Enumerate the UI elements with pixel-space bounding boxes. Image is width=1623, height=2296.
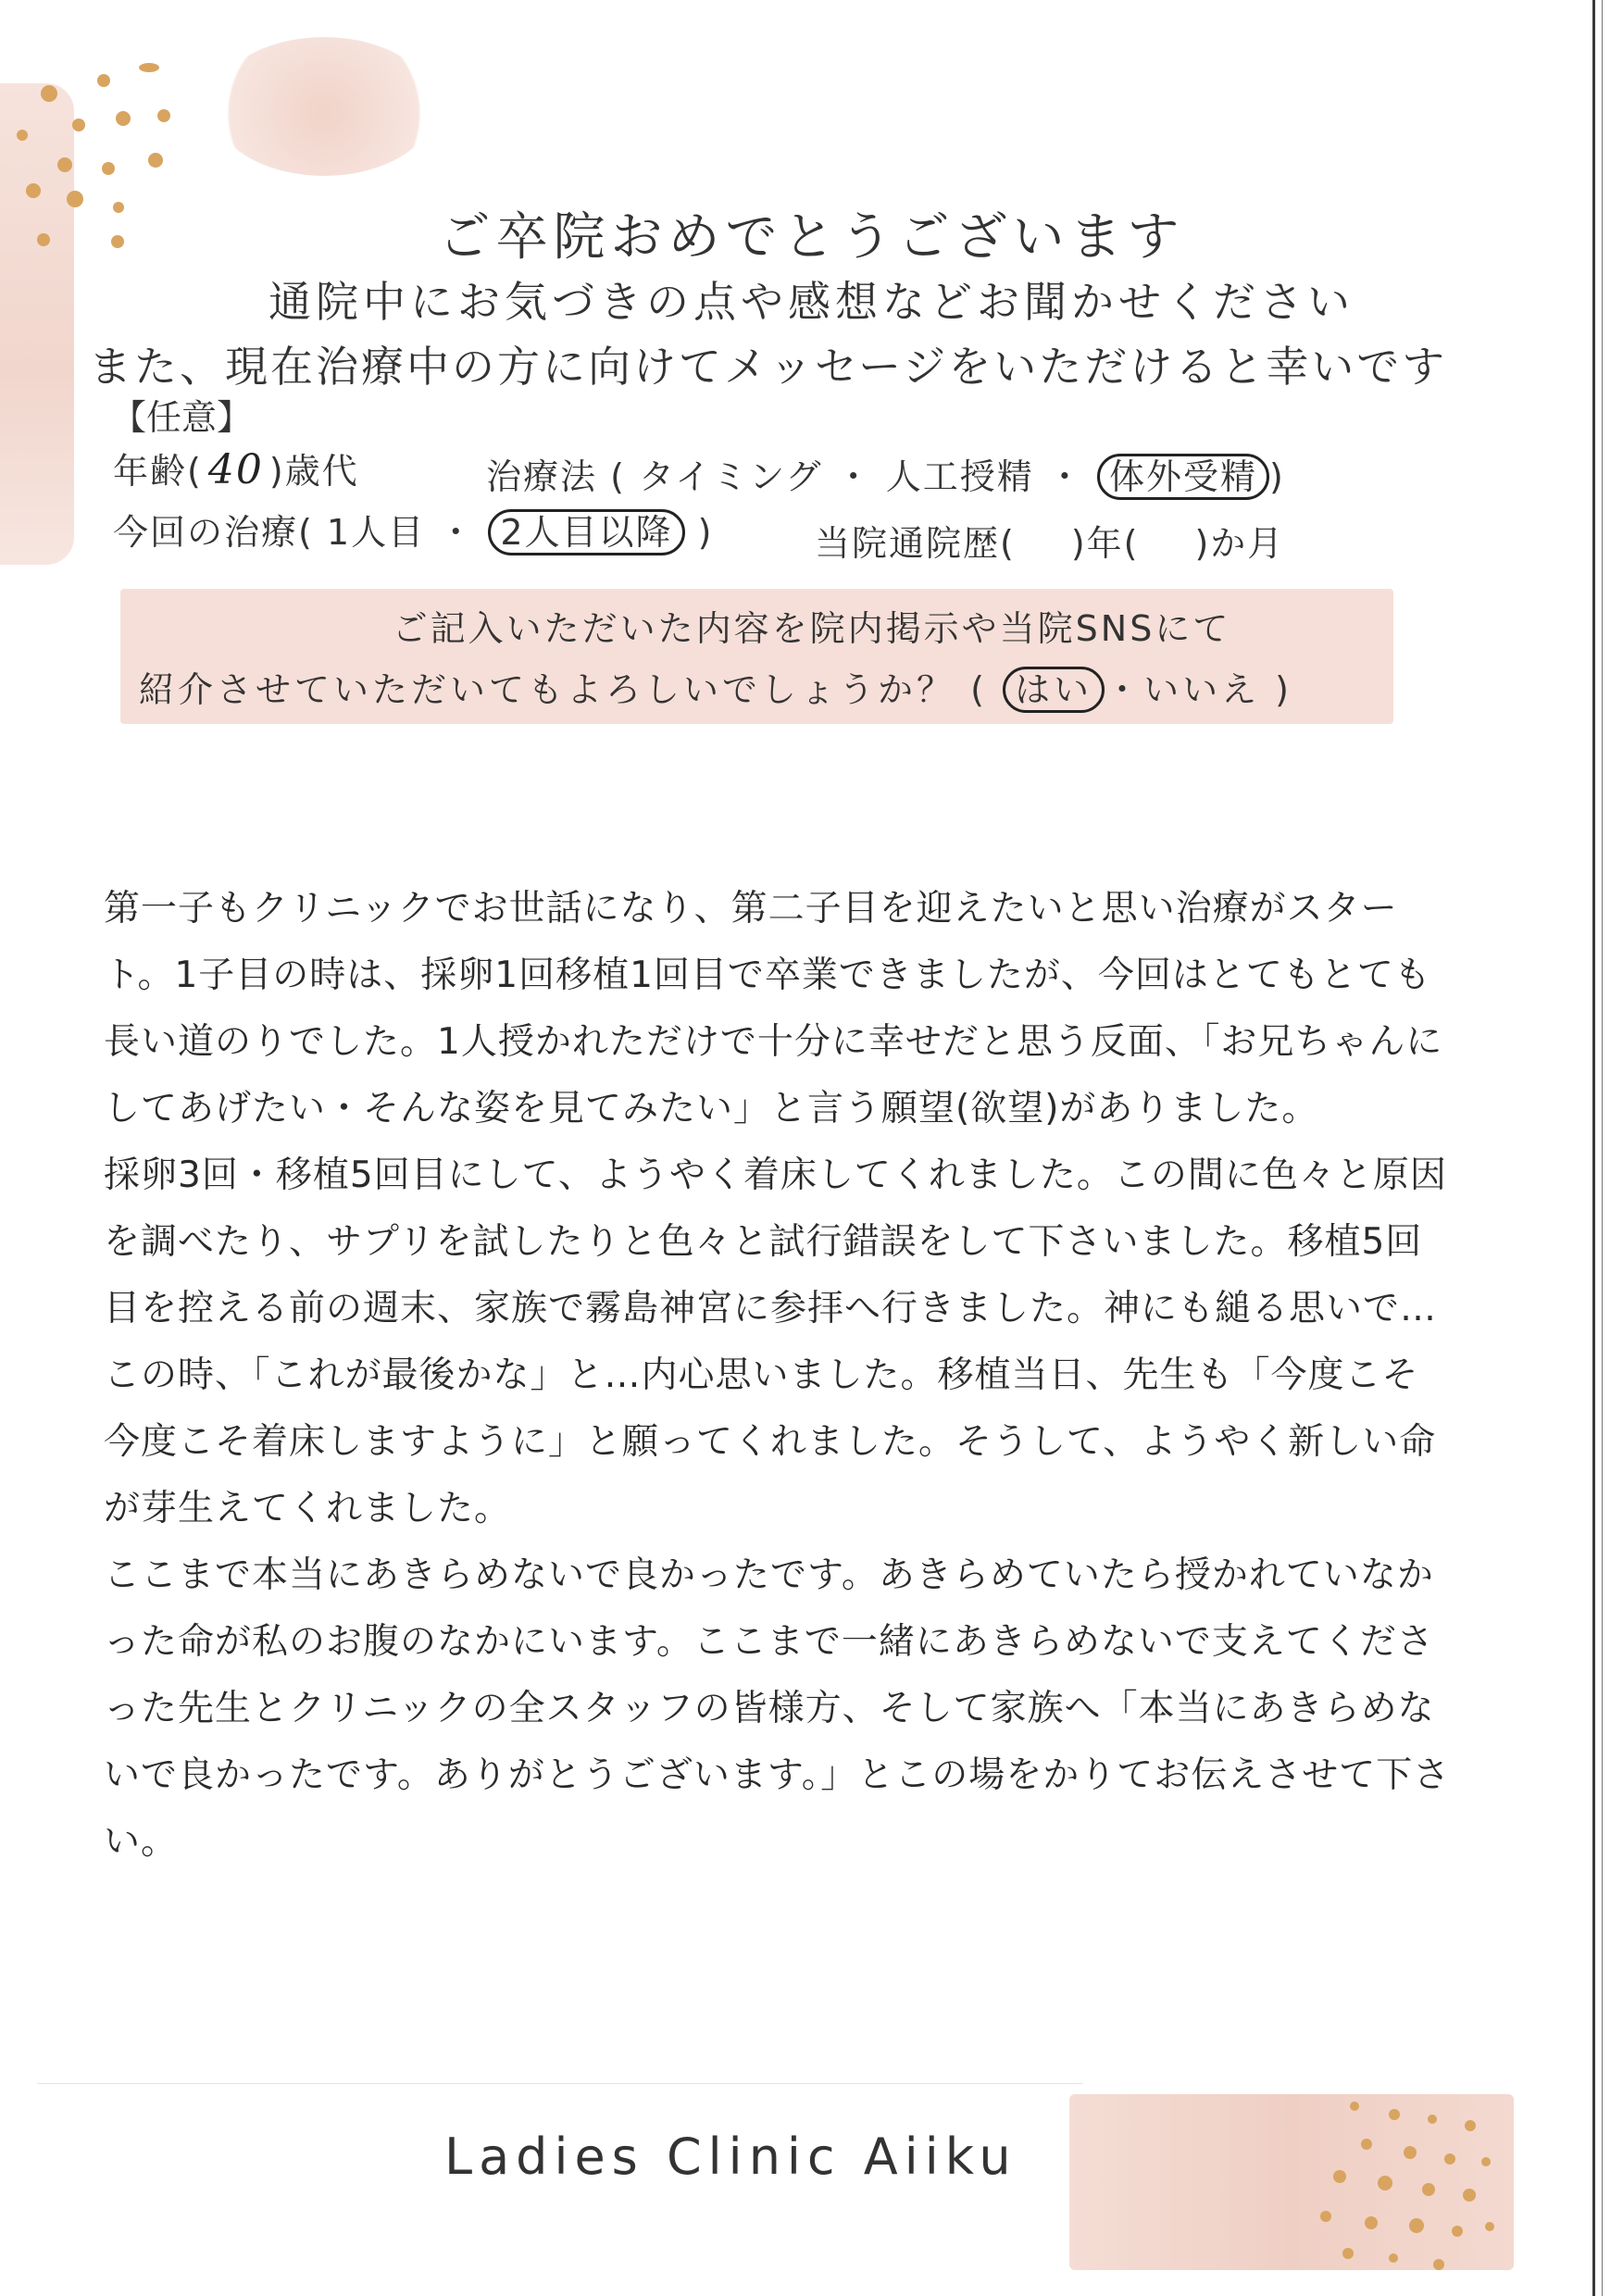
- subtitle-line-1: 通院中にお気づきの点や感想などお聞かせください: [268, 277, 1355, 327]
- age-suffix: )歳代: [268, 451, 359, 492]
- treatment-option-ivf-selected[interactable]: 体外受精: [1097, 454, 1269, 500]
- treatment-field: [486, 448, 1285, 499]
- clinic-history-field: [815, 515, 1284, 566]
- page-title: ご卒院おめでとうございます: [438, 207, 1185, 268]
- pink-wash-footer-decoration: [1069, 2094, 1514, 2270]
- scan-edge-line: [1602, 0, 1603, 2296]
- history-month-suffix: )か月: [1194, 523, 1285, 564]
- message-body: [104, 876, 1455, 1876]
- consent-question: 紹介させていただいてもよろしいでしょうか？: [139, 669, 956, 710]
- treatment-close-paren: ): [1268, 456, 1285, 497]
- current-option-first[interactable]: 1人目: [326, 512, 426, 553]
- current-treatment-field: [113, 504, 713, 555]
- scan-edge-line: [1592, 0, 1595, 2296]
- consent-open-paren: (: [970, 669, 988, 710]
- current-close-paren: ): [697, 512, 714, 553]
- treatment-separator: ・: [1046, 456, 1084, 497]
- pink-blob-decoration: [213, 37, 435, 176]
- current-option-second-selected[interactable]: 2人目以降: [488, 509, 684, 555]
- consent-line-1: ご記入いただいた内容を院内掲示や当院SNSにて: [392, 608, 1231, 649]
- clinic-name: Ladies Clinic Aiiku: [444, 2128, 1017, 2186]
- consent-yes-selected[interactable]: はい: [1003, 667, 1105, 713]
- treatment-option-artificial[interactable]: 人工授精: [885, 456, 1034, 497]
- message-paragraph: ここまで本当にあきらめないで良かったです。あきらめていたら授かれていなかった命が私のお腹のなかにいます。ここまで一緒にあきらめないで支えてくださった先生とクリニックの全スタッフの皆様方、そして家族へ「本当にあきらめないで良かったです。ありがとうございます。」とこの場をかりてお伝えさせて下さい。: [104, 1554, 1451, 1863]
- age-value[interactable]: 40: [207, 446, 264, 493]
- history-label: 当院通院歴(: [815, 523, 1016, 564]
- age-label: 年齢(: [113, 451, 203, 492]
- treatment-separator: ・: [835, 456, 873, 497]
- current-separator: ・: [438, 512, 476, 553]
- treatment-option-timing[interactable]: タイミング: [639, 456, 823, 497]
- age-field: [113, 443, 359, 493]
- message-paragraph: 採卵3回・移植5回目にして、ようやく着床してくれました。この間に色々と原因を調べたり、サプリを試したりと色々と試行錯誤をして下さいました。移植5回目を控える前の週末、家族で霧島神宮に参拝へ行きました。神にも縋る思いで…この時、「これが最後かな」と…内心思いました。移植当日、先生も「今度こそ今度こそ着床しますように」と願ってくれました。そうして、ようやく新しい命が芽生えてくれました。: [104, 1154, 1447, 1529]
- current-treatment-label: 今回の治療(: [113, 512, 314, 553]
- treatment-label: 治療法: [486, 456, 598, 497]
- history-year-suffix: )年(: [1070, 523, 1140, 564]
- message-paragraph: 第一子もクリニックでお世話になり、第二子目を迎えたいと思い治療がスタート。1子目の時は、採卵1回移植1回目で卒業できましたが、今回はとてもとても長い道のりでした。1人授かれただけで十分に幸せだと思う反面、「お兄ちゃんにしてあげたい・そんな姿を見てみたい」と言う願望(欲望)がありました。: [104, 888, 1443, 1129]
- subtitle-line-2: また、現在治療中の方に向けてメッセージをいただけると幸いです: [89, 342, 1448, 392]
- card-divider: [37, 2083, 1083, 2084]
- consent-close-paren: ): [1275, 669, 1292, 710]
- consent-no[interactable]: いいえ: [1143, 669, 1261, 710]
- consent-line-2: [139, 661, 1292, 712]
- treatment-open-paren: (: [610, 456, 626, 497]
- optional-label: 【任意】: [111, 397, 253, 438]
- consent-separator: ・: [1105, 669, 1144, 710]
